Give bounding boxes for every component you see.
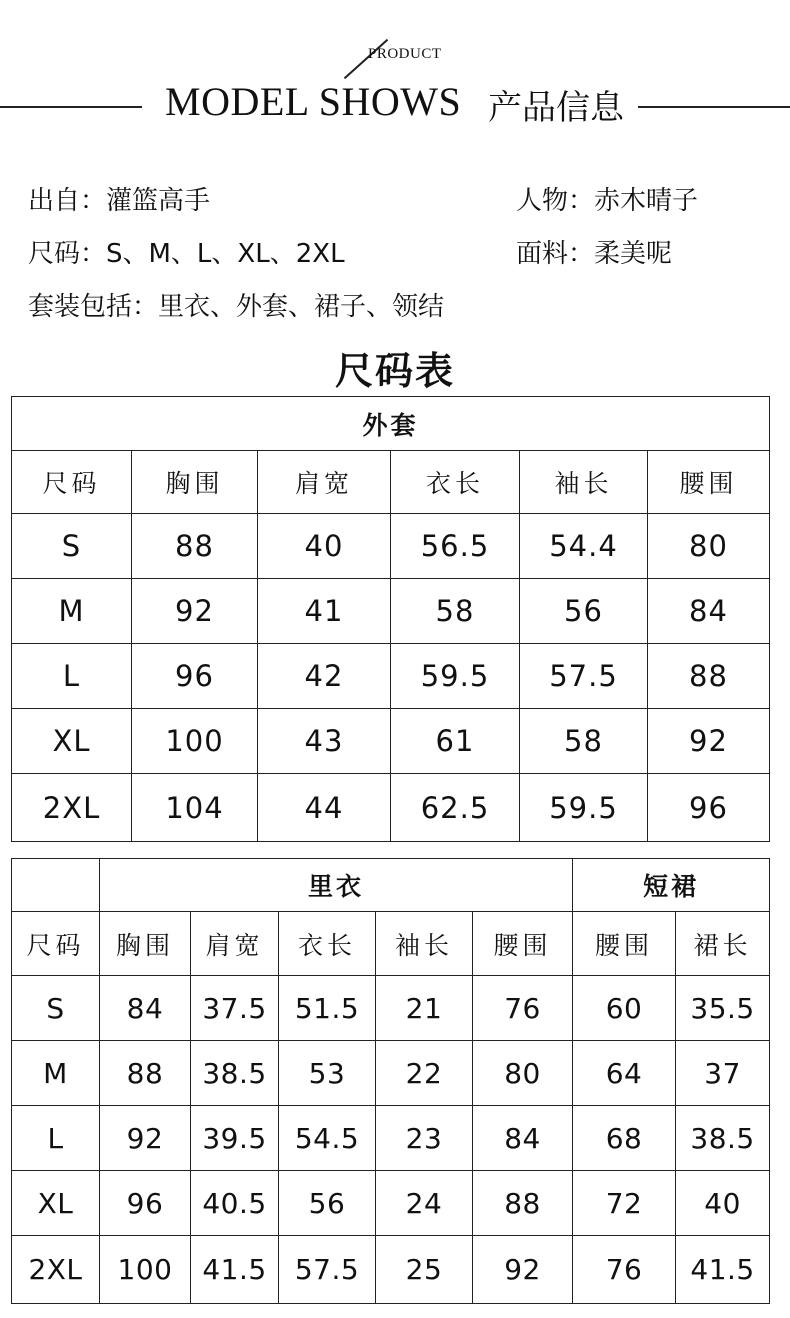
table-cell: 37.5 bbox=[191, 976, 279, 1041]
column-header: 肩宽 bbox=[191, 912, 279, 976]
table-cell: 40 bbox=[676, 1171, 770, 1236]
table-cell: 41.5 bbox=[676, 1236, 770, 1304]
table-cell: 22 bbox=[376, 1041, 473, 1106]
info-source: 出自：灌篮高手 bbox=[28, 186, 211, 216]
table-cell: 39.5 bbox=[191, 1106, 279, 1171]
column-header: 腰围 bbox=[648, 451, 770, 514]
table-row bbox=[12, 1171, 770, 1236]
table-cell: 54.5 bbox=[279, 1106, 376, 1171]
table-cell: 72 bbox=[573, 1171, 676, 1236]
column-header: 腰围 bbox=[473, 912, 573, 976]
table-cell: 84 bbox=[473, 1106, 573, 1171]
size-chart-title: 尺码表 bbox=[334, 349, 455, 393]
table-cell: 64 bbox=[573, 1041, 676, 1106]
column-header: 裙长 bbox=[676, 912, 770, 976]
column-header: 衣长 bbox=[391, 451, 520, 514]
table-cell: 43 bbox=[258, 709, 391, 774]
table-cell: 88 bbox=[132, 514, 258, 579]
info-fabric: 面料：柔美呢 bbox=[516, 239, 673, 269]
table-cell: 92 bbox=[473, 1236, 573, 1304]
table-cell: S bbox=[12, 976, 100, 1041]
table-cell: 80 bbox=[648, 514, 770, 579]
table-cell: 61 bbox=[391, 709, 520, 774]
table-cell: M bbox=[12, 579, 132, 644]
table-cell: 62.5 bbox=[391, 774, 520, 842]
page-header bbox=[0, 0, 790, 140]
table-row bbox=[12, 709, 770, 774]
table-row bbox=[12, 976, 770, 1041]
section-inner: 里衣 bbox=[100, 859, 573, 912]
table-cell: 38.5 bbox=[191, 1041, 279, 1106]
info-set-includes: 套装包括：里衣、外套、裙子、领结 bbox=[28, 292, 445, 322]
table-cell: 41 bbox=[258, 579, 391, 644]
column-header: 袖长 bbox=[520, 451, 648, 514]
table-cell: 25 bbox=[376, 1236, 473, 1304]
table-cell: 41.5 bbox=[191, 1236, 279, 1304]
table-cell: 58 bbox=[520, 709, 648, 774]
table-cell: 58 bbox=[391, 579, 520, 644]
table-cell: 92 bbox=[132, 579, 258, 644]
table-cell: 100 bbox=[100, 1236, 191, 1304]
table-cell: 92 bbox=[648, 709, 770, 774]
column-header: 肩宽 bbox=[258, 451, 391, 514]
table-cell: 37 bbox=[676, 1041, 770, 1106]
table-cell: M bbox=[12, 1041, 100, 1106]
table-cell: 100 bbox=[132, 709, 258, 774]
table-cell: 59.5 bbox=[520, 774, 648, 842]
table-cell: 104 bbox=[132, 774, 258, 842]
column-header: 尺码 bbox=[12, 451, 132, 514]
table-cell: 76 bbox=[573, 1236, 676, 1304]
table-cell: 40.5 bbox=[191, 1171, 279, 1236]
section-skirt: 短裙 bbox=[573, 859, 770, 912]
table-cell: 96 bbox=[100, 1171, 191, 1236]
table-cell: 53 bbox=[279, 1041, 376, 1106]
table-cell: 51.5 bbox=[279, 976, 376, 1041]
table-cell: 88 bbox=[100, 1041, 191, 1106]
table-cell: 68 bbox=[573, 1106, 676, 1171]
header-rule-right bbox=[638, 106, 790, 108]
section-empty-cell bbox=[12, 859, 100, 912]
table-cell: 56 bbox=[279, 1171, 376, 1236]
table-cell: 56 bbox=[520, 579, 648, 644]
table-cell: 96 bbox=[132, 644, 258, 709]
table-row bbox=[12, 644, 770, 709]
table-cell: 80 bbox=[473, 1041, 573, 1106]
table-row bbox=[12, 579, 770, 644]
column-header: 胸围 bbox=[100, 912, 191, 976]
table-header-row bbox=[12, 912, 770, 976]
table-cell: XL bbox=[12, 709, 132, 774]
column-header: 衣长 bbox=[279, 912, 376, 976]
table-cell: 21 bbox=[376, 976, 473, 1041]
table-cell: 92 bbox=[100, 1106, 191, 1171]
table-cell: 60 bbox=[573, 976, 676, 1041]
table-cell: 40 bbox=[258, 514, 391, 579]
section-jacket: 外套 bbox=[12, 397, 770, 451]
table-row bbox=[12, 774, 770, 842]
product-label: PRODUCT bbox=[368, 46, 442, 62]
table-row bbox=[12, 1236, 770, 1304]
table-cell: 57.5 bbox=[520, 644, 648, 709]
table-cell: L bbox=[12, 644, 132, 709]
table-cell: 84 bbox=[648, 579, 770, 644]
table-cell: 35.5 bbox=[676, 976, 770, 1041]
table-row bbox=[12, 514, 770, 579]
table-cell: 56.5 bbox=[391, 514, 520, 579]
table-cell: S bbox=[12, 514, 132, 579]
column-header: 尺码 bbox=[12, 912, 100, 976]
table-cell: 44 bbox=[258, 774, 391, 842]
table-row bbox=[12, 1041, 770, 1106]
table-cell: 24 bbox=[376, 1171, 473, 1236]
table-cell: 96 bbox=[648, 774, 770, 842]
table-cell: 84 bbox=[100, 976, 191, 1041]
table-cell: 23 bbox=[376, 1106, 473, 1171]
table-section-row bbox=[12, 397, 770, 451]
table-section-row bbox=[12, 859, 770, 912]
table-cell: 42 bbox=[258, 644, 391, 709]
column-header: 袖长 bbox=[376, 912, 473, 976]
table-row bbox=[12, 1106, 770, 1171]
table-cell: 59.5 bbox=[391, 644, 520, 709]
inner-skirt-size-table bbox=[11, 858, 770, 1304]
table-cell: 88 bbox=[648, 644, 770, 709]
info-character: 人物：赤木晴子 bbox=[516, 186, 699, 216]
jacket-size-table bbox=[11, 396, 770, 842]
table-cell: 88 bbox=[473, 1171, 573, 1236]
table-cell: 2XL bbox=[12, 1236, 100, 1304]
title-english: MODEL SHOWS bbox=[165, 79, 462, 124]
header-rule-left bbox=[0, 106, 142, 108]
table-cell: L bbox=[12, 1106, 100, 1171]
column-header: 胸围 bbox=[132, 451, 258, 514]
column-header: 腰围 bbox=[573, 912, 676, 976]
table-cell: XL bbox=[12, 1171, 100, 1236]
table-cell: 57.5 bbox=[279, 1236, 376, 1304]
table-header-row bbox=[12, 451, 770, 514]
title-chinese: 产品信息 bbox=[488, 88, 624, 128]
table-cell: 2XL bbox=[12, 774, 132, 842]
table-cell: 76 bbox=[473, 976, 573, 1041]
table-cell: 54.4 bbox=[520, 514, 648, 579]
info-sizes: 尺码：S、M、L、XL、2XL bbox=[28, 239, 345, 269]
table-cell: 38.5 bbox=[676, 1106, 770, 1171]
